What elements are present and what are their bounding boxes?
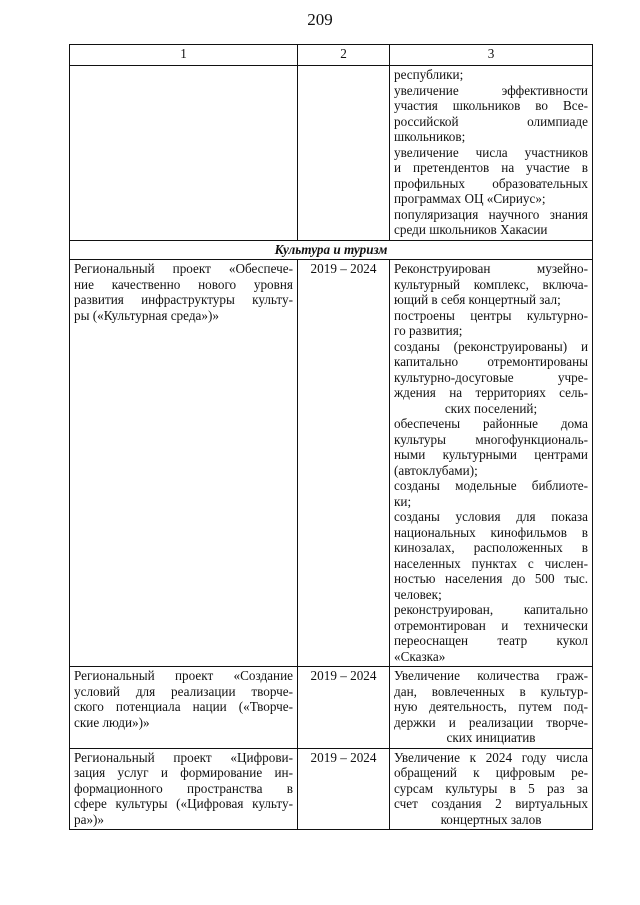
continuation-project-cell [70, 66, 298, 241]
result-line: ских инициатив [446, 730, 536, 745]
result-line: человек; [394, 586, 442, 602]
result-line: ную деятельность, путем под- [394, 699, 588, 714]
result-line: Реконструирован музейно- [394, 261, 588, 276]
result-line: созданы модельные библиоте- [394, 478, 588, 493]
project-cell [70, 748, 298, 830]
result-line: концертных залов [440, 811, 542, 827]
result-line: культуры многофункциональ- [394, 431, 588, 447]
result-line: российской олимпиаде [394, 113, 588, 129]
continuation-results-cell [390, 66, 593, 241]
result-line: дан, вовлеченных в культур- [394, 683, 588, 699]
table-row [70, 748, 593, 830]
result-line: счет создания 2 виртуальных [394, 796, 588, 811]
table-row [70, 260, 593, 667]
result-line: ющий в себя концертный зал; [394, 292, 561, 307]
result-line: держки и реализации творче- [394, 714, 588, 730]
result-line: созданы условия для показа [394, 509, 588, 524]
project-line: условий для реализации творче- [74, 683, 293, 699]
result-line: среди школьников Хакасии [394, 222, 548, 237]
result-line: капитально отремонтированы [394, 354, 588, 369]
result-line: «Сказка» [394, 648, 446, 664]
project-line: Региональный проект «Создание [74, 668, 293, 683]
results-cell [390, 748, 593, 830]
result-line: построены центры культурно- [394, 307, 588, 323]
project-line: формационного пространства в [74, 780, 293, 796]
column-header-2: 2 [298, 45, 390, 66]
result-line: ки; [394, 493, 412, 509]
result-line: переоснащен театр кукол [394, 633, 588, 648]
result-line: ских поселений; [444, 400, 538, 416]
result-line: ными культурными центрами [394, 447, 588, 462]
result-line: участия школьников во Все- [394, 98, 588, 113]
result-line: школьников; [394, 129, 466, 144]
results-cell [390, 260, 593, 667]
result-line: культурно-досуговые учре- [394, 369, 588, 385]
project-line: ры («Культурная среда»)» [74, 307, 219, 323]
project-cell [70, 667, 298, 749]
table-row [70, 667, 593, 749]
results-cell [390, 667, 593, 749]
result-line: го развития; [394, 323, 463, 338]
result-line: ностью населения до 500 тыс. [394, 571, 588, 586]
result-line: ждения на территориях сель- [394, 385, 588, 400]
column-header-3: 3 [390, 45, 593, 66]
project-line: Региональный проект «Цифрови- [74, 749, 293, 765]
project-line: сфере культуры («Цифровая культу- [74, 796, 293, 811]
result-line: Увеличение к 2024 году числа [394, 749, 588, 765]
result-line: профильных образовательных [394, 175, 588, 191]
project-line: Региональный проект «Обеспече- [74, 261, 293, 276]
project-line: ние качественно нового уровня [74, 276, 293, 292]
section-row [70, 240, 593, 260]
result-line: (автоклубами); [394, 462, 478, 478]
continuation-period-cell [298, 66, 390, 241]
result-line: увеличение эффективности [394, 82, 588, 98]
result-line: обеспечены районные дома [394, 416, 588, 431]
project-line: развития инфраструктуры культу- [74, 292, 293, 307]
result-line: обращений к цифровым ре- [394, 765, 588, 780]
program-table [69, 44, 593, 830]
column-header-1: 1 [70, 45, 298, 66]
page-number: 209 [307, 10, 333, 29]
period-cell: 2019 – 2024 [298, 667, 390, 749]
period-cell: 2019 – 2024 [298, 748, 390, 830]
result-line: культурный комплекс, включа- [394, 276, 588, 292]
result-line: отремонтирован и технически [394, 617, 588, 633]
result-line: созданы (реконструированы) и [394, 338, 588, 354]
result-line: программах ОЦ «Сириус»; [394, 191, 546, 206]
project-line: ра»)» [74, 811, 105, 827]
result-line: республики; [394, 67, 464, 82]
continuation-row [70, 66, 593, 241]
result-line: популяризация научного знания [394, 206, 588, 222]
table-header-row [70, 45, 593, 66]
result-line: реконструирован, капитально [394, 602, 588, 617]
result-line: населенных пунктах с числен- [394, 555, 588, 571]
project-line: ского потенциала нации («Творче- [74, 699, 293, 714]
project-cell [70, 260, 298, 667]
result-line: увеличение числа участников [394, 144, 588, 160]
result-line: и претендентов на участие в [394, 160, 588, 175]
period-cell: 2019 – 2024 [298, 260, 390, 667]
result-line: кинозалах, расположенных в [394, 540, 588, 555]
project-line: зация услуг и формирование ин- [74, 765, 293, 780]
project-line: ские люди»)» [74, 714, 150, 730]
result-line: сурсам культуры в 5 раз за [394, 780, 588, 796]
section-title: Культура и туризм [70, 240, 593, 260]
result-line: национальных кинофильмов в [394, 524, 588, 540]
result-line: Увеличение количества граж- [394, 668, 588, 683]
